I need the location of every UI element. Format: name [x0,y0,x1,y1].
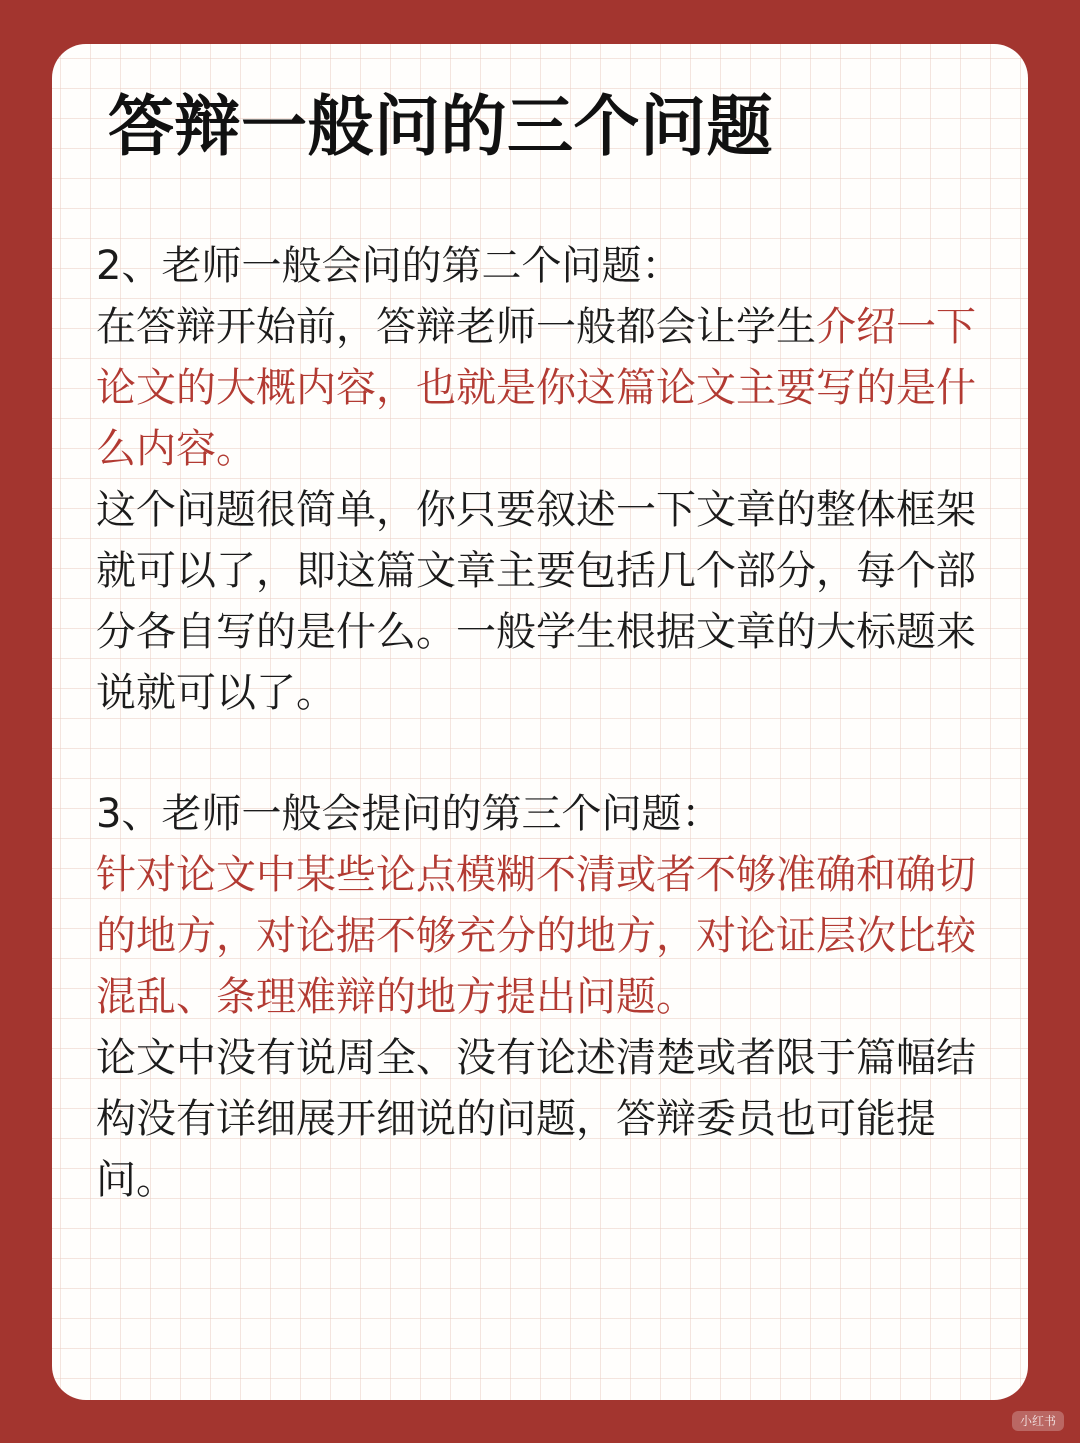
question-3-section [96,784,986,1211]
question-2-intro [96,297,986,480]
question-3-heading: 3、老师一般会提问的第三个问题： [96,791,722,837]
watermark-logo: 小红书 [1012,1411,1064,1431]
question-3-body: 论文中没有说周全、没有论述清楚或者限于篇幅结构没有详细展开细说的问题，答辩委员也可能提问。 [96,1035,976,1203]
question-2-explanation: 这个问题很简单，你只要叙述一下文章的整体框架就可以了，即这篇文章主要包括几个部分，每个部分各自写的是什么。一般学生根据文章的大标题来说就可以了。 [96,487,976,716]
question-2-section [96,236,986,724]
question-2-intro-highlight: 介绍一下论文的大概内容，也就是你这篇论文主要写的是什么内容。 [96,304,976,472]
question-3-highlight: 针对论文中某些论点模糊不清或者不够准确和确切的地方，对论据不够充分的地方，对论证层次比较混乱、条理难辩的地方提出问题。 [96,852,976,1020]
question-2-intro-lead: 在答辩开始前，答辩老师一般都会让学生 [96,304,816,350]
question-2-heading: 2、老师一般会问的第二个问题： [96,243,682,289]
page-title: 答辩一般问的三个问题 [108,88,773,165]
paper-card [52,44,1028,1400]
